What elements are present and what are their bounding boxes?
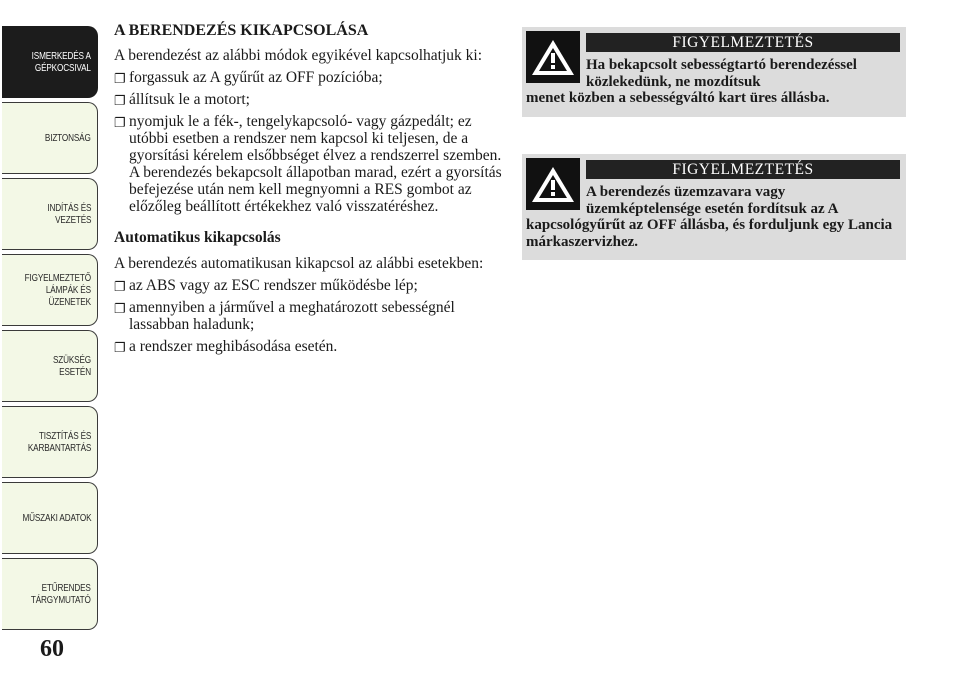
tab-label: BIZTONSÁG [45,132,91,144]
tab-label: INDÍTÁS ÉS VEZETÉS [47,202,91,226]
checkbox-bullet-icon: ❐ [114,340,126,355]
list-item [114,91,506,108]
warning-box-1 [522,27,906,117]
warning-text-lead: Ha bekapcsolt sebességtartó berendezéssel közlekedünk, ne mozdítsuk [586,57,857,90]
checkbox-bullet-icon: ❐ [114,301,126,316]
list-item [114,69,506,86]
tab-targymutato[interactable] [2,558,98,630]
list-item-text: az ABS vagy az ESC rendszer működésbe lép; [129,277,418,294]
warning-box-2 [522,154,906,260]
tab-muszaki[interactable] [2,482,98,554]
warning-text-lead: A berendezés üzemzavara vagy üzemképtelensége esetén fordítsuk az A [586,184,839,217]
tab-label: ISMERKEDÉS A GÉPKOCSIVAL [31,50,91,74]
intro-paragraph: A berendezést az alábbi módok egyikével kapcsolhatjuk ki: [114,47,483,64]
checkbox-bullet-icon: ❐ [114,93,126,108]
tab-label: SZÜKSÉG ESETÉN [52,354,91,378]
tab-inditas[interactable] [2,178,98,250]
warning-text-rest: menet közben a sebességváltó kart üres állásba. [526,90,830,106]
tab-tisztitas[interactable] [2,406,98,478]
main-column [114,21,506,360]
section-title: A BERENDEZÉS KIKAPCSOLÁSA [114,22,369,39]
list-item-text: nyomjuk le a fék-, tengelykapcsoló- vagy gázpedált; ez utóbbi esetben a rendszer nem kapcsol ki teljesen, de a gyorsítási kérelem elsőbbséget élvez a rendszerrel szemben. A berendezés bekapcsolt állapotban marad, ezért a gyorsítás befejezése után nem kell megnyomni a RES gombot az előzőleg beállított értékekhez való visszatéréshez. [129,113,502,215]
warning-title: FIGYELMEZTETÉS [586,33,900,52]
warning-title: FIGYELMEZTETÉS [586,160,900,179]
warning-text-rest: kapcsológyűrűt az OFF állásba, és forduljunk egy Lancia márkaszervizhez. [526,217,893,250]
off-methods-list [114,69,506,215]
subheading: Automatikus kikapcsolás [114,229,281,246]
list-item [114,277,506,294]
auto-intro-paragraph: A berendezés automatikusan kikapcsol az alábbi esetekben: [114,255,484,272]
checkbox-bullet-icon: ❐ [114,71,126,86]
checkbox-bullet-icon: ❐ [114,279,126,294]
list-item [114,299,506,333]
tab-label: ETŰRENDES TÁRGYMUTATÓ [31,582,91,606]
tab-biztonsag[interactable] [2,102,98,174]
tab-label: MŰSZAKI ADATOK [22,512,91,524]
tab-figyelmezteto[interactable] [2,254,98,326]
checkbox-bullet-icon: ❐ [114,115,126,130]
auto-off-list [114,277,506,355]
tab-ismerkedes[interactable] [2,26,98,98]
list-item-text: a rendszer meghibásodása esetén. [129,338,338,355]
tab-szukseg[interactable] [2,330,98,402]
list-item [114,113,506,215]
list-item-text: amennyiben a járművel a meghatározott sebességnél lassabban haladunk; [129,299,455,333]
list-item [114,338,506,355]
page-number: 60 [40,636,64,662]
warning-triangle-icon [526,31,580,83]
warning-triangle-icon [526,158,580,210]
tab-label: FIGYELMEZTETŐ LÁMPÁK ÉS ÜZENETEK [24,272,91,308]
tab-label: TISZTÍTÁS ÉS KARBANTARTÁS [27,430,91,454]
list-item-text: forgassuk az A gyűrűt az OFF pozícióba; [129,69,383,86]
list-item-text: állítsuk le a motort; [129,91,250,108]
